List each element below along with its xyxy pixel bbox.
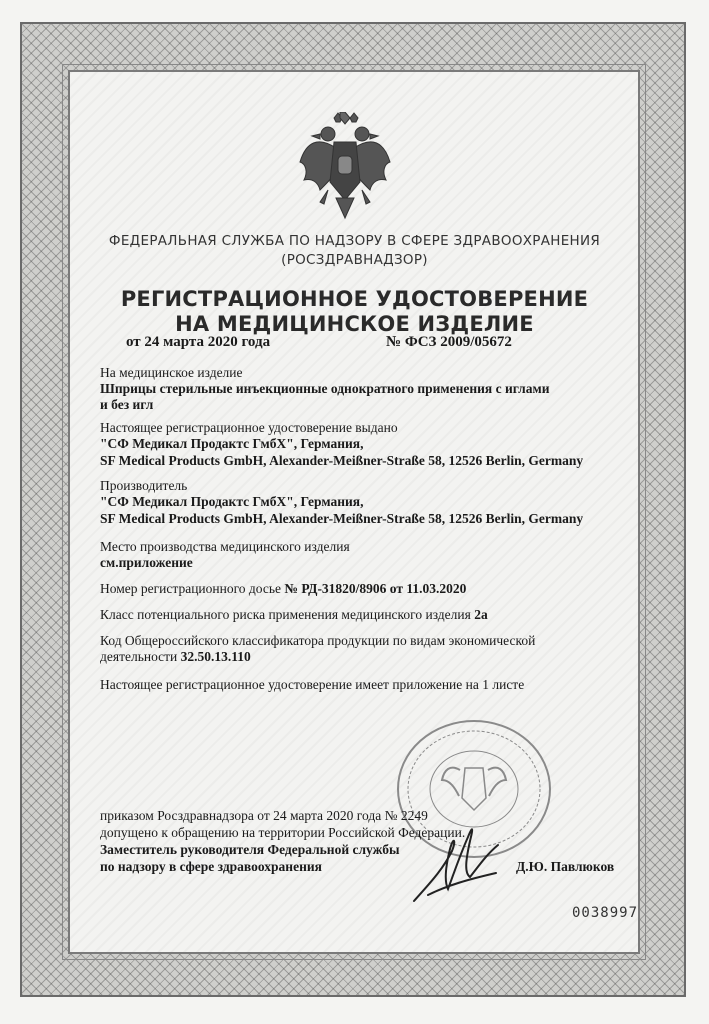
okpd-label-line2: деятельности: [100, 649, 181, 664]
product-name-line1: Шприцы стерильные инъекционные однократного применения с иглами: [100, 381, 550, 396]
signatory-position-line1: Заместитель руководителя Федеральной службы: [100, 842, 400, 857]
production-site-label: Место производства медицинского изделия: [100, 539, 350, 554]
certificate-subtitle: НА МЕДИЦИНСКОЕ ИЗДЕЛИЕ: [175, 312, 534, 336]
issued-to-label: Настоящее регистрационное удостоверение выдано: [100, 420, 398, 435]
risk-class-row: [100, 607, 488, 623]
okpd-code: 32.50.13.110: [180, 649, 251, 664]
circulation-permit: допущено к обращению на территории Российской Федерации.: [100, 825, 466, 840]
dossier-row: [100, 581, 466, 597]
risk-class-label: Класс потенциального риска применения медицинского изделия: [100, 607, 475, 622]
signatory-name: Д.Ю. Павлюков: [516, 859, 615, 874]
appendix-note: Настоящее регистрационное удостоверение имеет приложение на 1 листе: [100, 677, 525, 692]
handwritten-signature: [408, 815, 504, 907]
order-reference: приказом Росздравнадзора от 24 марта 2020 года № 2249: [100, 808, 428, 823]
dossier-label: Номер регистрационного досье: [100, 581, 285, 596]
certificate-title: РЕГИСТРАЦИОННОЕ УДОСТОВЕРЕНИЕ: [120, 287, 589, 311]
manufacturer-address: SF Medical Products GmbH, Alexander-Meißner-Straße 58, 12526 Berlin, Germany: [100, 511, 584, 526]
product-name-line2: и без игл: [100, 397, 154, 412]
certificate-number: № ФСЗ 2009/05672: [386, 334, 512, 350]
okpd-row: [100, 649, 251, 665]
serial-number: 0038997: [572, 905, 639, 921]
manufacturer-name: "СФ Медикал Продактс ГмбХ", Германия,: [100, 494, 364, 509]
product-label: На медицинское изделие: [100, 365, 243, 380]
dossier-number: № РД-31820/8906 от 11.03.2020: [284, 581, 467, 596]
agency-abbreviation: (РОСЗДРАВНАДЗОР): [281, 252, 428, 268]
issue-date: от 24 марта 2020 года: [126, 334, 271, 350]
manufacturer-label: Производитель: [100, 478, 188, 493]
okpd-label-line1: Код Общероссийского классификатора продукции по видам экономической: [100, 633, 536, 648]
issued-to-name: "СФ Медикал Продактс ГмбХ", Германия,: [100, 436, 364, 451]
issued-to-address: SF Medical Products GmbH, Alexander-Meißner-Straße 58, 12526 Berlin, Germany: [100, 453, 584, 468]
signatory-position-line2: по надзору в сфере здравоохранения: [100, 859, 322, 874]
production-site-value: см.приложение: [100, 555, 193, 570]
risk-class-value: 2а: [474, 607, 488, 622]
agency-name: ФЕДЕРАЛЬНАЯ СЛУЖБА ПО НАДЗОРУ В СФЕРЕ ЗДРАВООХРАНЕНИЯ: [108, 233, 601, 249]
double-headed-eagle-emblem: [298, 112, 392, 224]
